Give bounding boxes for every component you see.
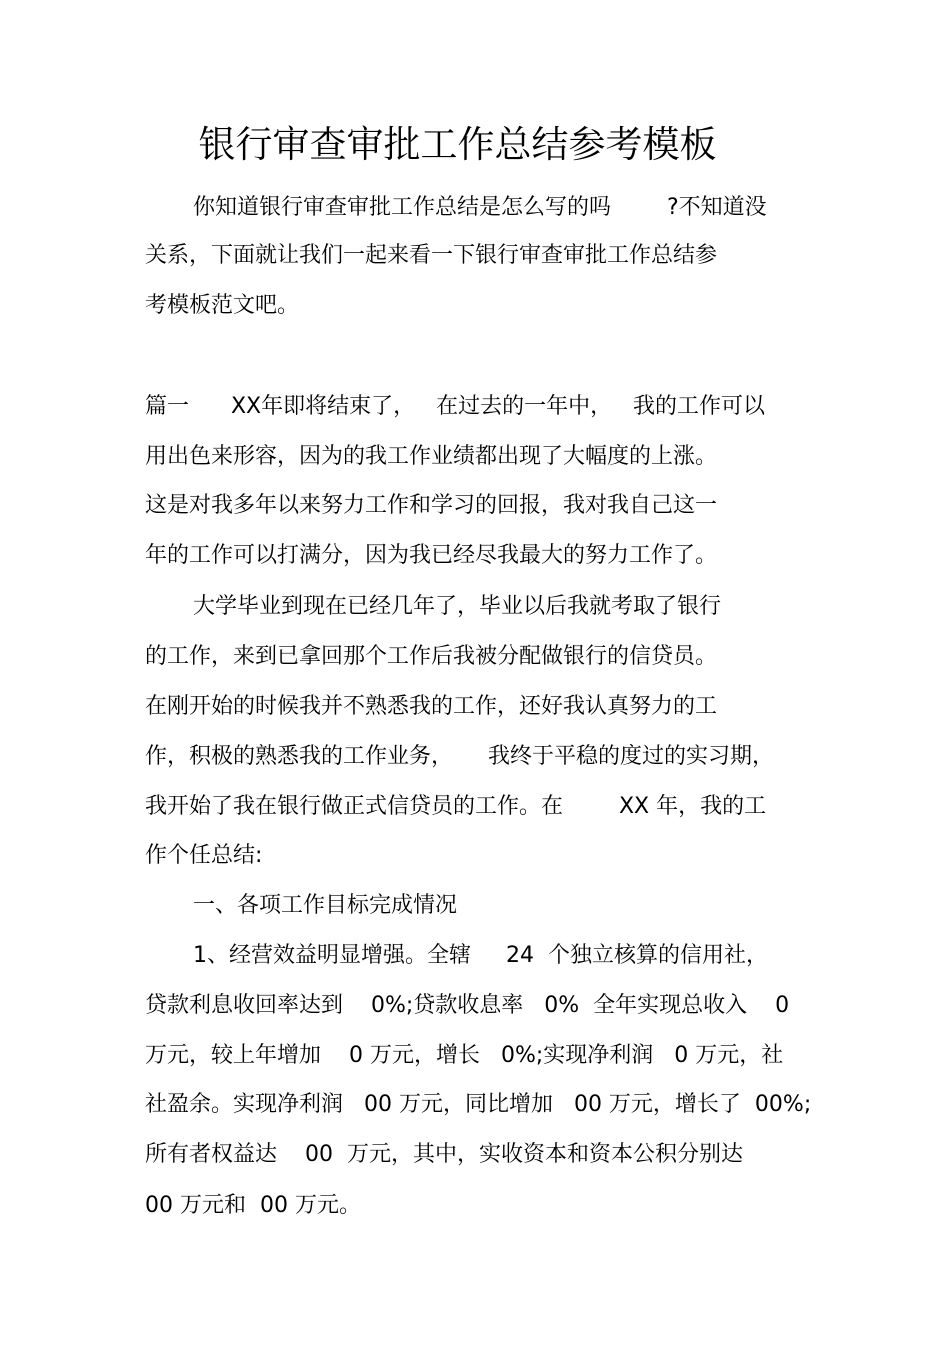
paragraph-line: 贷款利息收回率达到 0%;贷款收息率 0% 全年实现总收入 0 [145,993,790,1018]
paragraph-line: 所有者权益达 00 万元，其中，实收资本和资本公积分别达 [145,1142,743,1167]
paragraph-line: 篇一 XX年即将结束了， 在过去的一年中， 我的工作可以 [145,394,766,419]
paragraph-line: 的工作，来到已拿回那个工作后我被分配做银行的信贷员。 [145,644,718,669]
paragraph-line: 大学毕业到现在已经几年了，毕业以后我就考取了银行 [193,594,722,619]
paragraph-line: 作，积极的熟悉我的工作业务， 我终于平稳的度过的实习期， [145,744,774,769]
section-heading: 一、各项工作目标完成情况 [193,893,458,918]
paragraph-line: 万元，较上年增加 0 万元，增长 0%;实现净利润 0 万元，社 [145,1043,784,1068]
paragraph-line: 社盈余。实现净利润 00 万元，同比增加 00 万元，增长了 00%; [145,1092,812,1117]
paragraph-line: 1、经营效益明显增强。全辖 24 个独立核算的信用社， [193,943,768,968]
paragraph-line: 关系，下面就让我们一起来看一下银行审查审批工作总结参 [145,243,718,268]
paragraph-line: 我开始了我在银行做正式信贷员的工作。在 XX 年，我的工 [145,794,767,819]
paragraph-line: 这是对我多年以来努力工作和学习的回报，我对我自己这一 [145,493,718,518]
document-title: 银行审查审批工作总结参考模板 [198,123,717,166]
paragraph-line: 00 万元和 00 万元。 [145,1193,361,1218]
paragraph-line: 用出色来形容，因为的我工作业绩都出现了大幅度的上涨。 [145,444,718,469]
paragraph-line: 作个任总结: [145,843,263,868]
paragraph-line: 年的工作可以打满分，因为我已经尽我最大的努力工作了。 [145,543,718,568]
paragraph-line: 在刚开始的时候我并不熟悉我的工作，还好我认真努力的工 [145,694,718,719]
paragraph-line: 考模板范文吧。 [145,293,300,318]
paragraph-line: 你知道银行审查审批工作总结是怎么写的吗 ?不知道没 [193,195,767,220]
